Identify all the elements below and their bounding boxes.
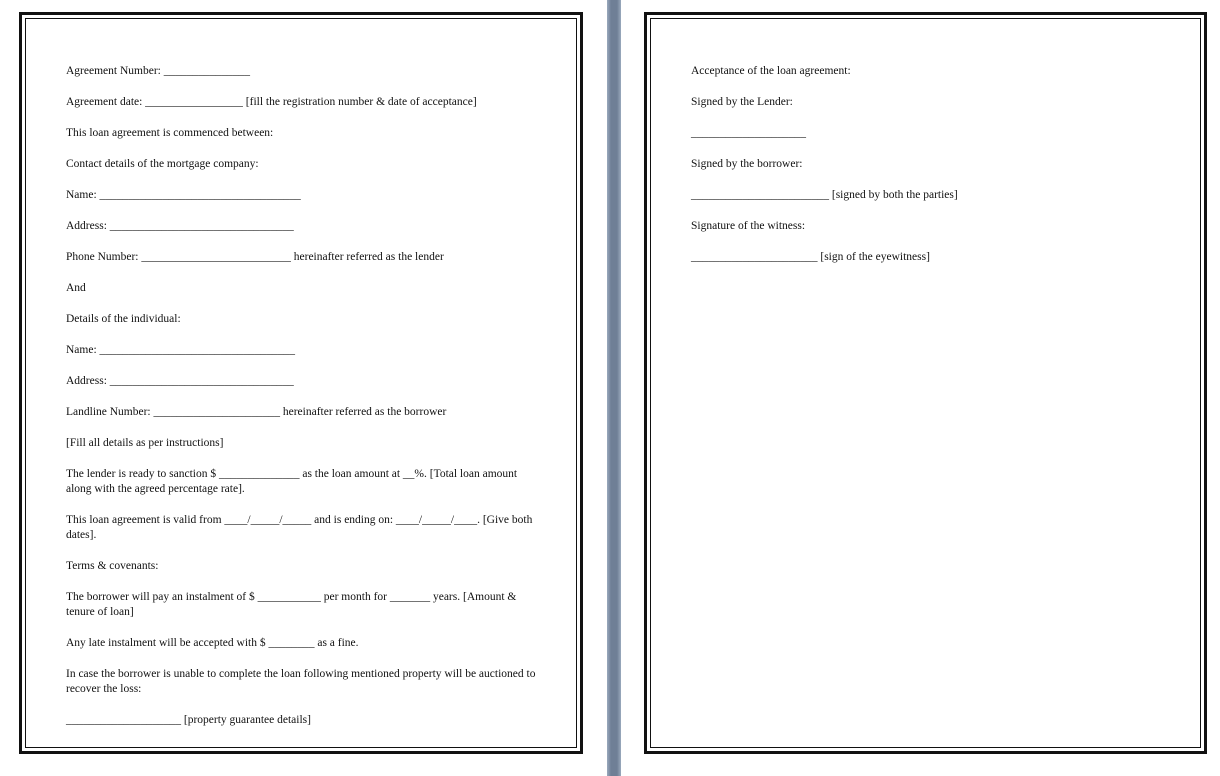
late-fine-line: Any late instalment will be accepted with $ ________ as a fine. xyxy=(66,637,359,649)
and-line: And xyxy=(66,282,86,294)
borrower-signature-blank: ________________________ [signed by both the parties] xyxy=(691,189,958,201)
agreement-number-line: Agreement Number: _______________ xyxy=(66,65,250,77)
signed-by-borrower-label: Signed by the borrower: xyxy=(691,158,803,170)
fill-instructions-line: [Fill all details as per instructions] xyxy=(66,437,224,449)
document-page-2 xyxy=(644,12,1207,754)
auction-clause-line: In case the borrower is unable to complete the loan following mentioned property will be auctioned to recover the loss: xyxy=(66,668,539,695)
page-2-content xyxy=(691,64,1171,281)
lender-address-line: Address: ________________________________ xyxy=(66,220,294,232)
terms-heading: Terms & covenants: xyxy=(66,560,159,572)
lender-name-line: Name: ___________________________________ xyxy=(66,189,301,201)
document-page-1 xyxy=(19,12,583,754)
commenced-between-line: This loan agreement is commenced between: xyxy=(66,127,274,139)
lender-signature-blank: ____________________ xyxy=(691,127,806,139)
sanction-amount-line: The lender is ready to sanction $ ______________ as the loan amount at __%. [Total loan amount along with the agreed percentage rate]. xyxy=(66,468,520,495)
borrower-landline-line: Landline Number: ______________________ hereinafter referred as the borrower xyxy=(66,406,447,418)
property-guarantee-line: ____________________ [property guarantee details] xyxy=(66,714,311,726)
acceptance-heading: Acceptance of the loan agreement: xyxy=(691,65,851,77)
page-gap-divider xyxy=(607,0,621,776)
witness-signature-label: Signature of the witness: xyxy=(691,220,806,232)
instalment-line: The borrower will pay an instalment of $ ___________ per month for _______ years. [Amount & tenure of loan] xyxy=(66,591,520,618)
witness-signature-blank: ______________________ [sign of the eyewitness] xyxy=(691,251,930,263)
mortgage-company-heading: Contact details of the mortgage company: xyxy=(66,158,259,170)
validity-dates-line: This loan agreement is valid from ____/_____/_____ and is ending on: ____/_____/____. [Give both dates]. xyxy=(66,514,536,541)
agreement-date-line: Agreement date: _________________ [fill the registration number & date of acceptance] xyxy=(66,96,477,108)
lender-phone-line: Phone Number: __________________________ hereinafter referred as the lender xyxy=(66,251,444,263)
individual-heading: Details of the individual: xyxy=(66,313,181,325)
signed-by-lender-label: Signed by the Lender: xyxy=(691,96,793,108)
borrower-name-line: Name: __________________________________ xyxy=(66,344,296,356)
page-1-content xyxy=(66,64,546,744)
borrower-address-line: Address: ________________________________ xyxy=(66,375,294,387)
